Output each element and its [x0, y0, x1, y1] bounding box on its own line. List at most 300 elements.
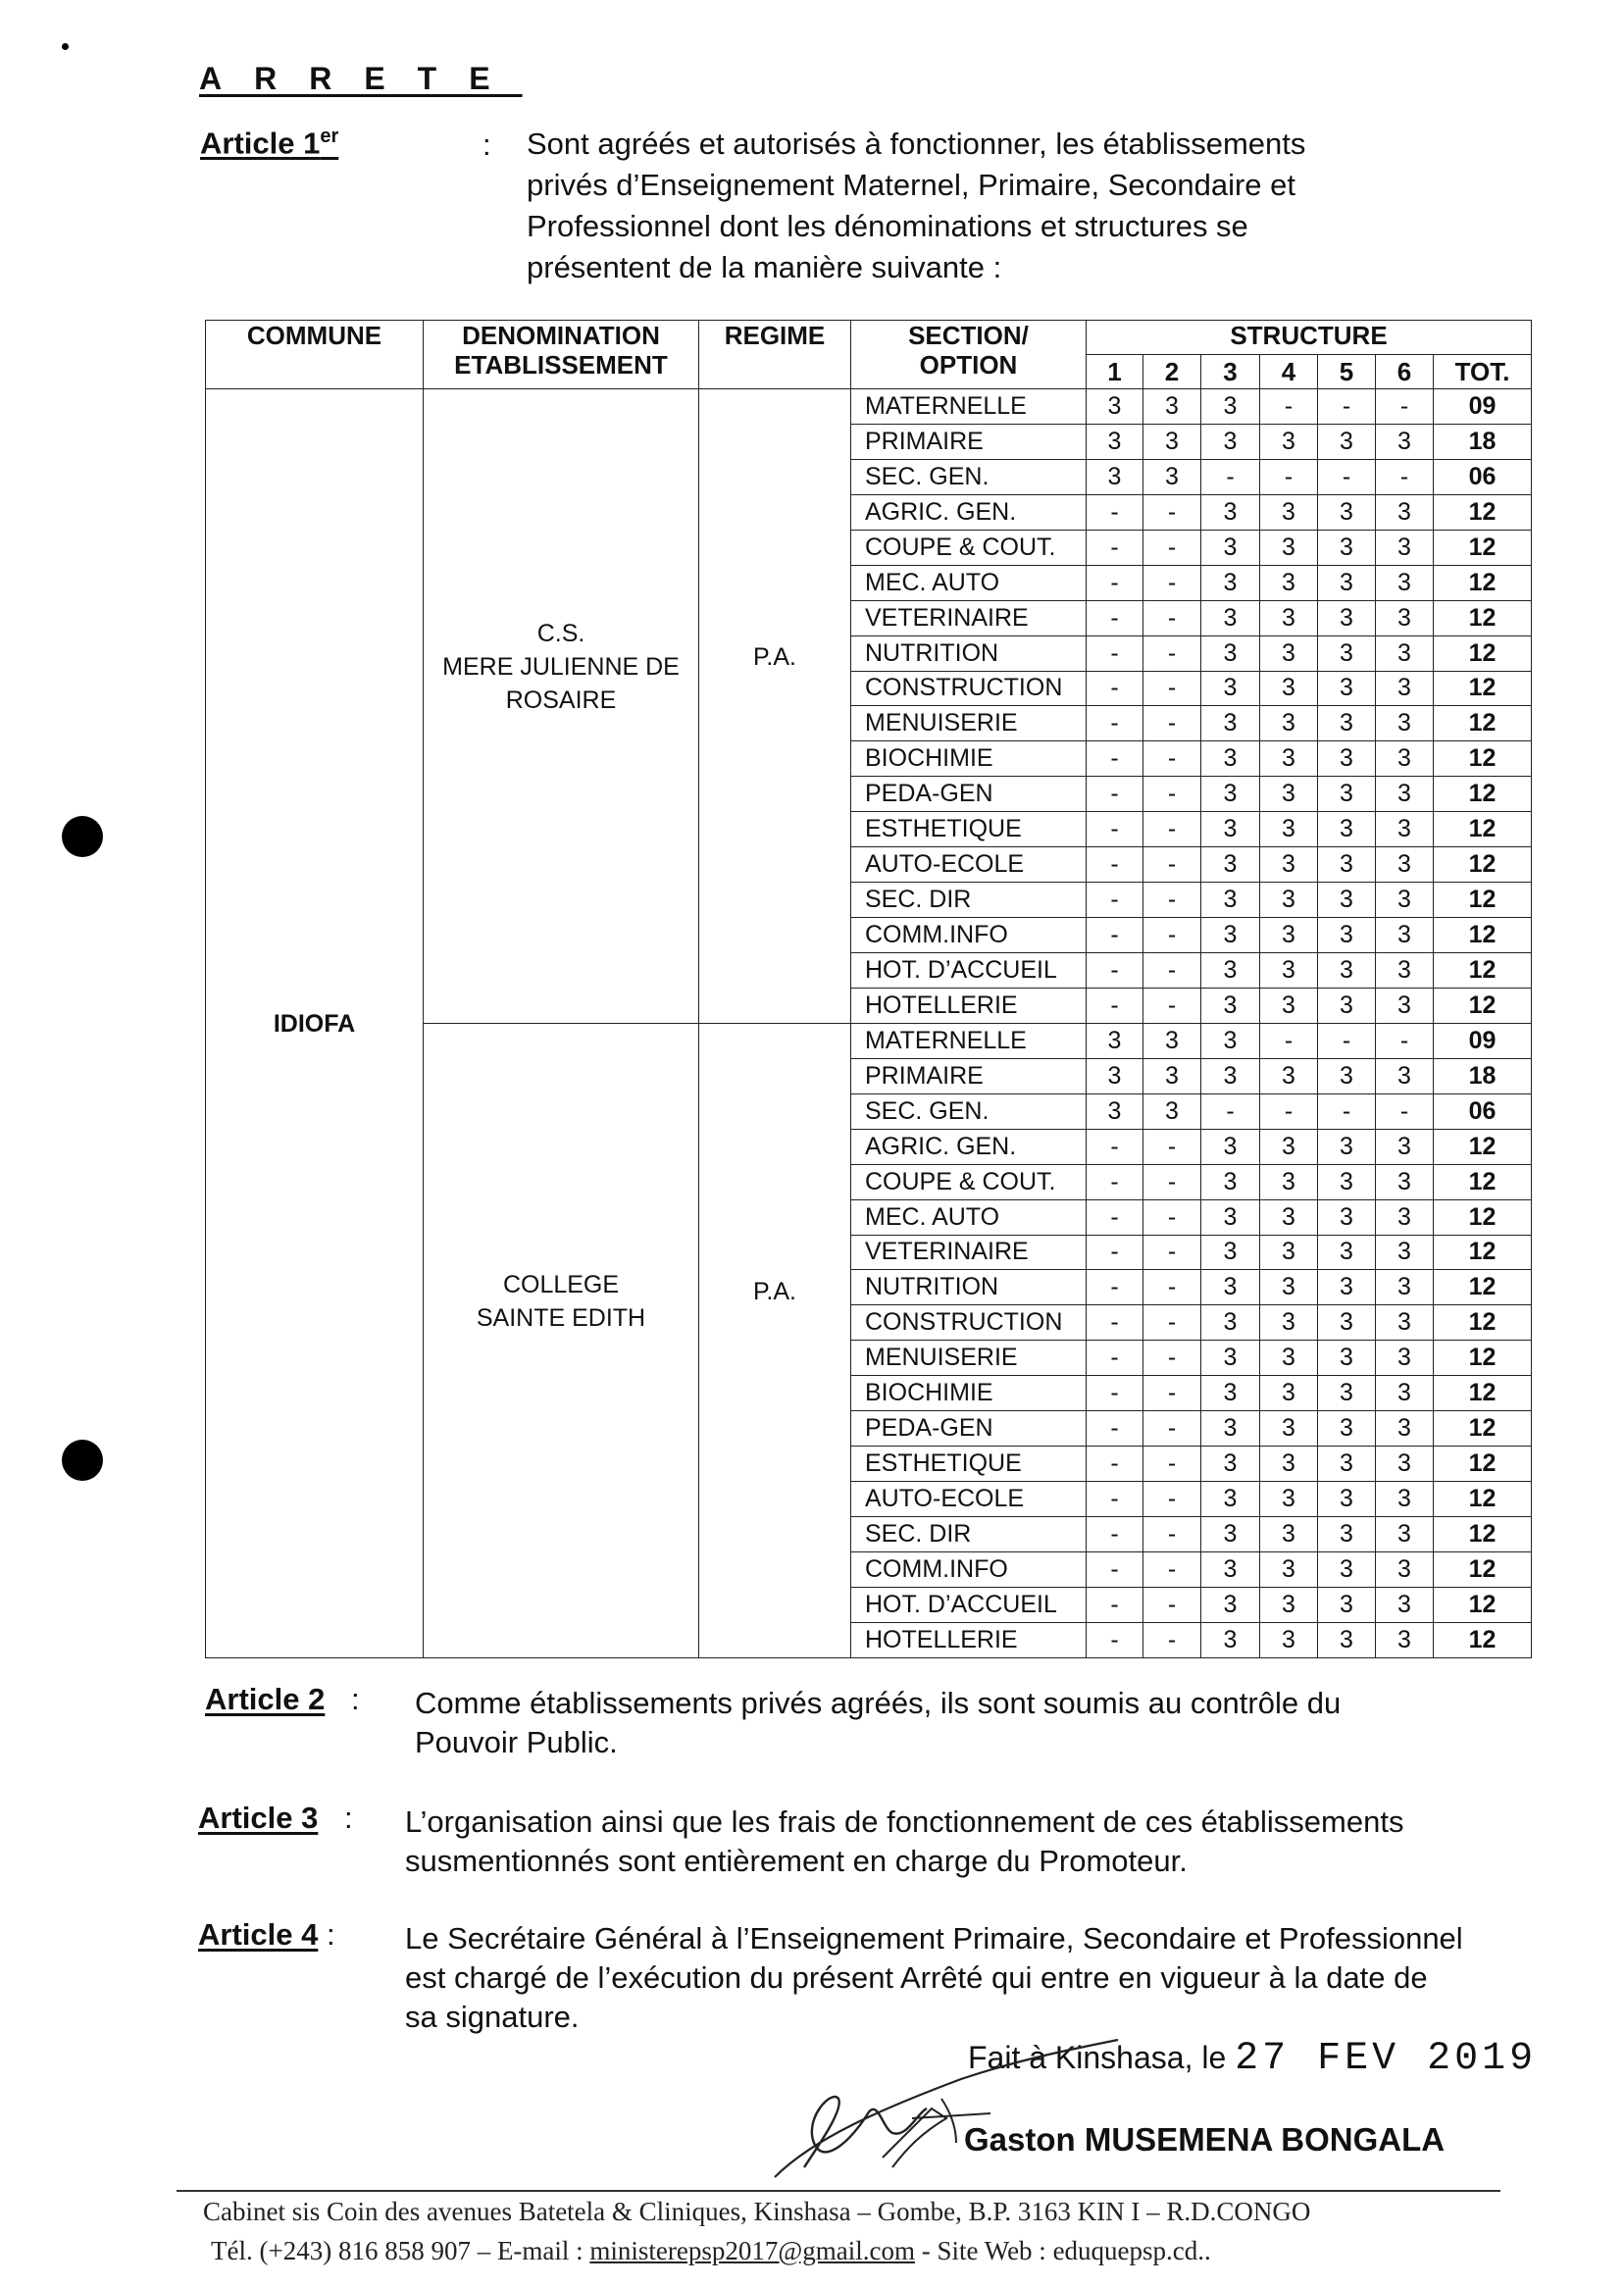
structure-cell: - [1087, 953, 1143, 989]
total-cell: 12 [1434, 706, 1532, 741]
total-cell: 06 [1434, 1093, 1532, 1129]
structure-cell: - [1143, 918, 1201, 953]
establishment-name-cell [424, 1023, 699, 1657]
structure-cell: 3 [1318, 918, 1376, 953]
structure-cell: 3 [1260, 671, 1318, 706]
structure-cell: - [1143, 1551, 1201, 1587]
header-section-line: SECTION/ [908, 321, 1029, 350]
structure-cell: 3 [1260, 424, 1318, 459]
establishment-name-line: SAINTE EDITH [476, 1303, 646, 1332]
structure-cell: - [1143, 1164, 1201, 1199]
structure-cell: 3 [1318, 1622, 1376, 1657]
establishment-name-line: MERE JULIENNE DE [442, 652, 680, 681]
structure-cell: - [1260, 459, 1318, 494]
commune-cell: IDIOFA [206, 389, 424, 1658]
structure-cell: 3 [1318, 1270, 1376, 1305]
total-cell: 12 [1434, 1341, 1532, 1376]
regime-cell: P.A. [699, 389, 851, 1024]
structure-cell: - [1087, 1199, 1143, 1235]
structure-cell: - [1087, 1517, 1143, 1552]
total-cell: 12 [1434, 1376, 1532, 1411]
scan-dot-top [62, 43, 69, 50]
article-1-line: Professionnel dont les dénominations et structures se [527, 209, 1248, 243]
structure-cell: 3 [1318, 1447, 1376, 1482]
structure-cell: 3 [1201, 671, 1260, 706]
option-cell: NUTRITION [851, 635, 1087, 671]
total-cell: 12 [1434, 1199, 1532, 1235]
option-cell: PEDA-GEN [851, 1411, 1087, 1447]
header-col-1: 1 [1087, 355, 1143, 389]
structure-cell: 3 [1201, 1411, 1260, 1447]
structure-cell: 3 [1318, 1341, 1376, 1376]
structure-cell: - [1143, 777, 1201, 812]
total-cell: 12 [1434, 671, 1532, 706]
structure-cell: 3 [1376, 1411, 1434, 1447]
structure-cell: 3 [1260, 1305, 1318, 1341]
structure-cell: - [1087, 600, 1143, 635]
structure-cell: 3 [1376, 530, 1434, 565]
structure-cell: - [1143, 1587, 1201, 1622]
structure-cell: 3 [1260, 918, 1318, 953]
option-cell: HOT. D’ACCUEIL [851, 1587, 1087, 1622]
option-cell: SEC. DIR [851, 883, 1087, 918]
structure-cell: - [1143, 1235, 1201, 1270]
structure-cell: - [1318, 389, 1376, 425]
total-cell: 12 [1434, 741, 1532, 777]
structure-cell: - [1143, 1341, 1201, 1376]
structure-cell: 3 [1201, 883, 1260, 918]
binder-hole-upper [62, 816, 103, 857]
structure-cell: 3 [1260, 1376, 1318, 1411]
option-cell: PRIMAIRE [851, 1058, 1087, 1093]
option-cell: MEC. AUTO [851, 565, 1087, 600]
structure-cell: 3 [1260, 1587, 1318, 1622]
option-cell: AGRIC. GEN. [851, 1129, 1087, 1164]
structure-cell: 3 [1201, 1164, 1260, 1199]
option-cell: CONSTRUCTION [851, 1305, 1087, 1341]
structure-cell: - [1087, 1376, 1143, 1411]
structure-cell: 3 [1318, 1164, 1376, 1199]
structure-cell: 3 [1376, 1482, 1434, 1517]
structure-cell: - [1087, 1341, 1143, 1376]
structure-cell: - [1143, 600, 1201, 635]
header-structure: STRUCTURE [1087, 321, 1532, 355]
structure-cell: 3 [1318, 847, 1376, 883]
structure-cell: 3 [1376, 883, 1434, 918]
article-2-colon: : [351, 1682, 360, 1716]
structure-cell: - [1143, 565, 1201, 600]
option-cell: VETERINAIRE [851, 600, 1087, 635]
structure-cell: - [1143, 1411, 1201, 1447]
establishment-name-line: COLLEGE [502, 1270, 620, 1298]
structure-cell: 3 [1376, 988, 1434, 1023]
structure-cell: 3 [1201, 1023, 1260, 1058]
structure-cell: 3 [1318, 812, 1376, 847]
structure-cell: 3 [1318, 1376, 1376, 1411]
structure-cell: 3 [1260, 953, 1318, 989]
structure-cell: - [1143, 494, 1201, 530]
structure-cell: - [1143, 1482, 1201, 1517]
header-col-2: 2 [1143, 355, 1201, 389]
footer-contact [211, 2236, 1211, 2266]
handwritten-signature [745, 2020, 1157, 2187]
establishment-name-line: C.S. [536, 619, 585, 647]
structure-cell: 3 [1376, 847, 1434, 883]
total-cell: 12 [1434, 1164, 1532, 1199]
total-cell: 12 [1434, 1622, 1532, 1657]
option-cell: AUTO-ECOLE [851, 1482, 1087, 1517]
structure-cell: 3 [1260, 812, 1318, 847]
structure-cell: 3 [1143, 389, 1201, 425]
article-4-colon: : [327, 1917, 335, 1952]
structure-cell: 3 [1376, 706, 1434, 741]
establishment-name-line: ROSAIRE [505, 686, 617, 714]
structure-cell: - [1260, 1093, 1318, 1129]
option-cell: HOTELLERIE [851, 1622, 1087, 1657]
option-cell: VETERINAIRE [851, 1235, 1087, 1270]
structure-cell: 3 [1201, 1551, 1260, 1587]
total-cell: 12 [1434, 1587, 1532, 1622]
footer-website-link[interactable]: eduquepsp.cd.. [1052, 2236, 1211, 2265]
structure-cell: - [1143, 530, 1201, 565]
footer-address: Cabinet sis Coin des avenues Batetela & Cliniques, Kinshasa – Gombe, B.P. 3163 KIN I – R.D.CONGO [203, 2197, 1311, 2226]
article-1-line: présentent de la manière suivante : [527, 250, 1002, 284]
structure-cell: 3 [1260, 1270, 1318, 1305]
structure-cell: 3 [1201, 1058, 1260, 1093]
structure-cell: 3 [1318, 494, 1376, 530]
header-col-6: 6 [1376, 355, 1434, 389]
footer-divider [177, 2190, 1500, 2192]
option-cell: SEC. GEN. [851, 459, 1087, 494]
structure-cell: 3 [1260, 741, 1318, 777]
structure-cell: 3 [1201, 847, 1260, 883]
header-denomination-line: DENOMINATION [462, 321, 660, 350]
structure-cell: - [1087, 847, 1143, 883]
header-commune: COMMUNE [206, 321, 424, 389]
total-cell: 12 [1434, 1447, 1532, 1482]
total-cell: 09 [1434, 389, 1532, 425]
article-4-line: Le Secrétaire Général à l’Enseignement Primaire, Secondaire et Professionnel [405, 1921, 1463, 1956]
structure-cell: 3 [1318, 706, 1376, 741]
total-cell: 12 [1434, 635, 1532, 671]
structure-cell: 3 [1201, 1305, 1260, 1341]
structure-cell: 3 [1318, 1517, 1376, 1552]
structure-cell: 3 [1260, 777, 1318, 812]
structure-cell: 3 [1260, 1164, 1318, 1199]
structure-cell: - [1318, 1093, 1376, 1129]
structure-cell: - [1143, 1199, 1201, 1235]
structure-cell: - [1376, 1093, 1434, 1129]
option-cell: COUPE & COUT. [851, 1164, 1087, 1199]
total-cell: 12 [1434, 953, 1532, 989]
structure-cell: 3 [1318, 1305, 1376, 1341]
structure-cell: - [1087, 1235, 1143, 1270]
total-cell: 12 [1434, 1235, 1532, 1270]
structure-cell: - [1143, 635, 1201, 671]
header-denomination-line: ETABLISSEMENT [454, 350, 668, 380]
total-cell: 12 [1434, 530, 1532, 565]
structure-cell: - [1087, 918, 1143, 953]
structure-cell: 3 [1260, 1447, 1318, 1482]
structure-cell: - [1143, 812, 1201, 847]
structure-cell: - [1087, 1622, 1143, 1657]
structure-cell: 3 [1260, 1517, 1318, 1552]
structure-cell: 3 [1318, 1058, 1376, 1093]
structure-cell: 3 [1318, 1199, 1376, 1235]
structure-cell: 3 [1260, 1129, 1318, 1164]
structure-cell: - [1143, 671, 1201, 706]
table-row [206, 389, 1532, 425]
option-cell: HOTELLERIE [851, 988, 1087, 1023]
structure-cell: 3 [1201, 706, 1260, 741]
structure-cell: 3 [1376, 1199, 1434, 1235]
structure-cell: 3 [1318, 741, 1376, 777]
structure-cell: - [1143, 1305, 1201, 1341]
article-4-line: sa signature. [405, 2000, 580, 2034]
structure-cell: 3 [1087, 1023, 1143, 1058]
structure-cell: 3 [1201, 1341, 1260, 1376]
structure-cell: - [1143, 1517, 1201, 1552]
structure-cell: 3 [1201, 1235, 1260, 1270]
structure-cell: - [1143, 847, 1201, 883]
option-cell: BIOCHIMIE [851, 1376, 1087, 1411]
structure-cell: 3 [1376, 953, 1434, 989]
total-cell: 12 [1434, 777, 1532, 812]
structure-cell: 3 [1201, 565, 1260, 600]
total-cell: 12 [1434, 988, 1532, 1023]
structure-cell: 3 [1376, 918, 1434, 953]
total-cell: 09 [1434, 1023, 1532, 1058]
total-cell: 12 [1434, 1411, 1532, 1447]
article-3-label: Article 3 [198, 1801, 319, 1835]
article-1-colon: : [482, 127, 491, 162]
structure-cell: 3 [1260, 494, 1318, 530]
article-2-line: Comme établissements privés agréés, ils sont soumis au contrôle du [415, 1686, 1342, 1720]
article-1-label-text: Article 1 [200, 126, 321, 161]
structure-cell: 3 [1318, 953, 1376, 989]
structure-cell: 3 [1260, 1341, 1318, 1376]
total-cell: 12 [1434, 1482, 1532, 1517]
structure-cell: - [1087, 635, 1143, 671]
structure-cell: 3 [1376, 635, 1434, 671]
structure-cell: - [1087, 706, 1143, 741]
header-col-5: 5 [1318, 355, 1376, 389]
structure-cell: - [1087, 1411, 1143, 1447]
structure-cell: 3 [1376, 1341, 1434, 1376]
structure-cell: 3 [1201, 1447, 1260, 1482]
structure-cell: - [1143, 706, 1201, 741]
option-cell: AGRIC. GEN. [851, 494, 1087, 530]
footer-website-label: - Site Web : [921, 2236, 1046, 2265]
structure-cell: 3 [1376, 741, 1434, 777]
structure-cell: 3 [1201, 1622, 1260, 1657]
structure-cell: 3 [1201, 741, 1260, 777]
total-cell: 18 [1434, 1058, 1532, 1093]
structure-cell: 3 [1143, 1058, 1201, 1093]
article-4-label: Article 4 [198, 1917, 319, 1952]
structure-cell: 3 [1376, 1622, 1434, 1657]
structure-cell: 3 [1260, 1058, 1318, 1093]
total-cell: 12 [1434, 494, 1532, 530]
structure-cell: 3 [1143, 1023, 1201, 1058]
total-cell: 12 [1434, 812, 1532, 847]
structure-cell: 3 [1201, 812, 1260, 847]
structure-cell: 3 [1201, 1270, 1260, 1305]
total-cell: 12 [1434, 918, 1532, 953]
structure-cell: 3 [1201, 953, 1260, 989]
structure-cell: 3 [1376, 1517, 1434, 1552]
structure-cell: 3 [1376, 1376, 1434, 1411]
structure-cell: 3 [1260, 988, 1318, 1023]
structure-cell: - [1318, 1023, 1376, 1058]
structure-cell: 3 [1201, 777, 1260, 812]
structure-cell: 3 [1260, 530, 1318, 565]
structure-cell: - [1087, 777, 1143, 812]
footer-phone: Tél. (+243) 816 858 907 – E-mail : [211, 2236, 584, 2265]
structure-cell: - [1087, 1129, 1143, 1164]
structure-cell: 3 [1260, 565, 1318, 600]
option-cell: COMM.INFO [851, 1551, 1087, 1587]
structure-cell: 3 [1376, 1129, 1434, 1164]
article-3-text [405, 1803, 1533, 1881]
total-cell: 12 [1434, 1270, 1532, 1305]
footer-email-link[interactable]: ministerepsp2017@gmail.com [589, 2236, 915, 2265]
structure-cell: 3 [1201, 1129, 1260, 1164]
structure-cell: 3 [1260, 847, 1318, 883]
structure-cell: - [1201, 459, 1260, 494]
structure-cell: 3 [1376, 1058, 1434, 1093]
structure-cell: 3 [1201, 1199, 1260, 1235]
structure-cell: 3 [1376, 1270, 1434, 1305]
structure-cell: 3 [1318, 530, 1376, 565]
structure-cell: - [1087, 988, 1143, 1023]
structure-cell: 3 [1087, 459, 1143, 494]
structure-cell: 3 [1376, 1305, 1434, 1341]
structure-cell: 3 [1201, 494, 1260, 530]
structure-cell: - [1143, 741, 1201, 777]
total-cell: 12 [1434, 1305, 1532, 1341]
article-3-line: L’organisation ainsi que les frais de fonctionnement de ces établissements [405, 1804, 1404, 1839]
structure-cell: 3 [1201, 600, 1260, 635]
structure-cell: 3 [1318, 1482, 1376, 1517]
option-cell: MENUISERIE [851, 1341, 1087, 1376]
structure-cell: - [1143, 1622, 1201, 1657]
total-cell: 12 [1434, 565, 1532, 600]
structure-cell: 3 [1376, 494, 1434, 530]
article-4-line: est chargé de l’exécution du présent Arrêté qui entre en vigueur à la date de [405, 1960, 1428, 1995]
structure-cell: 3 [1318, 1411, 1376, 1447]
structure-cell: 3 [1376, 1447, 1434, 1482]
article-1-text [527, 124, 1444, 288]
structure-cell: - [1087, 1164, 1143, 1199]
structure-cell: - [1087, 671, 1143, 706]
option-cell: PRIMAIRE [851, 424, 1087, 459]
article-1-line: Sont agréés et autorisés à fonctionner, les établissements [527, 127, 1306, 161]
total-cell: 12 [1434, 600, 1532, 635]
structure-cell: 3 [1318, 988, 1376, 1023]
structure-cell: - [1087, 1482, 1143, 1517]
structure-cell: 3 [1376, 565, 1434, 600]
structure-cell: 3 [1201, 1376, 1260, 1411]
structure-cell: 3 [1260, 1199, 1318, 1235]
option-cell: CONSTRUCTION [851, 671, 1087, 706]
header-col-3: 3 [1201, 355, 1260, 389]
total-cell: 12 [1434, 1551, 1532, 1587]
structure-cell: 3 [1201, 988, 1260, 1023]
structure-cell: 3 [1318, 1235, 1376, 1270]
option-cell: COUPE & COUT. [851, 530, 1087, 565]
total-cell: 12 [1434, 1129, 1532, 1164]
total-cell: 06 [1434, 459, 1532, 494]
total-cell: 18 [1434, 424, 1532, 459]
structure-cell: 3 [1087, 1058, 1143, 1093]
option-cell: HOT. D’ACCUEIL [851, 953, 1087, 989]
structure-cell: 3 [1318, 424, 1376, 459]
article-2-label: Article 2 [205, 1682, 326, 1716]
option-cell: MATERNELLE [851, 1023, 1087, 1058]
structure-cell: - [1143, 988, 1201, 1023]
article-4-text [405, 1919, 1533, 2037]
structure-cell: - [1087, 812, 1143, 847]
option-cell: AUTO-ECOLE [851, 847, 1087, 883]
structure-cell: - [1376, 1023, 1434, 1058]
document-title: ARRETE [199, 61, 523, 96]
structure-cell: - [1318, 459, 1376, 494]
option-cell: MATERNELLE [851, 389, 1087, 425]
article-1-line: privés d’Enseignement Maternel, Primaire, Secondaire et [527, 168, 1295, 202]
structure-cell: 3 [1201, 389, 1260, 425]
option-cell: ESTHETIQUE [851, 1447, 1087, 1482]
structure-cell: 3 [1201, 1517, 1260, 1552]
structure-cell: 3 [1376, 671, 1434, 706]
option-cell: BIOCHIMIE [851, 741, 1087, 777]
place-text: Fait à Kinshasa, le [968, 2040, 1227, 2075]
structure-cell: - [1143, 1447, 1201, 1482]
structure-cell: 3 [1260, 883, 1318, 918]
header-denomination [424, 321, 699, 389]
structure-cell: 3 [1201, 1482, 1260, 1517]
structure-cell: - [1143, 1376, 1201, 1411]
structure-cell: - [1087, 1270, 1143, 1305]
structure-cell: 3 [1201, 530, 1260, 565]
regime-cell: P.A. [699, 1023, 851, 1657]
article-2-text [415, 1684, 1454, 1762]
option-cell: PEDA-GEN [851, 777, 1087, 812]
structure-cell: - [1087, 494, 1143, 530]
article-3-line: susmentionnés sont entièrement en charge du Promoteur. [405, 1844, 1188, 1878]
structure-cell: - [1143, 1129, 1201, 1164]
article-1-label-sup: er [320, 126, 339, 147]
option-cell: NUTRITION [851, 1270, 1087, 1305]
option-cell: MEC. AUTO [851, 1199, 1087, 1235]
structure-cell: - [1260, 1023, 1318, 1058]
structure-cell: - [1376, 389, 1434, 425]
structure-cell: - [1087, 1447, 1143, 1482]
structure-cell: 3 [1376, 1235, 1434, 1270]
structure-cell: 3 [1376, 1587, 1434, 1622]
structure-cell: 3 [1318, 1129, 1376, 1164]
structure-cell: - [1143, 883, 1201, 918]
binder-hole-lower [62, 1440, 103, 1481]
structure-cell: 3 [1260, 1482, 1318, 1517]
structure-cell: 3 [1087, 1093, 1143, 1129]
article-2-line: Pouvoir Public. [415, 1725, 618, 1759]
article-1-label [200, 126, 338, 161]
total-cell: 12 [1434, 1517, 1532, 1552]
structure-cell: - [1087, 530, 1143, 565]
structure-cell: 3 [1260, 1551, 1318, 1587]
option-cell: SEC. GEN. [851, 1093, 1087, 1129]
